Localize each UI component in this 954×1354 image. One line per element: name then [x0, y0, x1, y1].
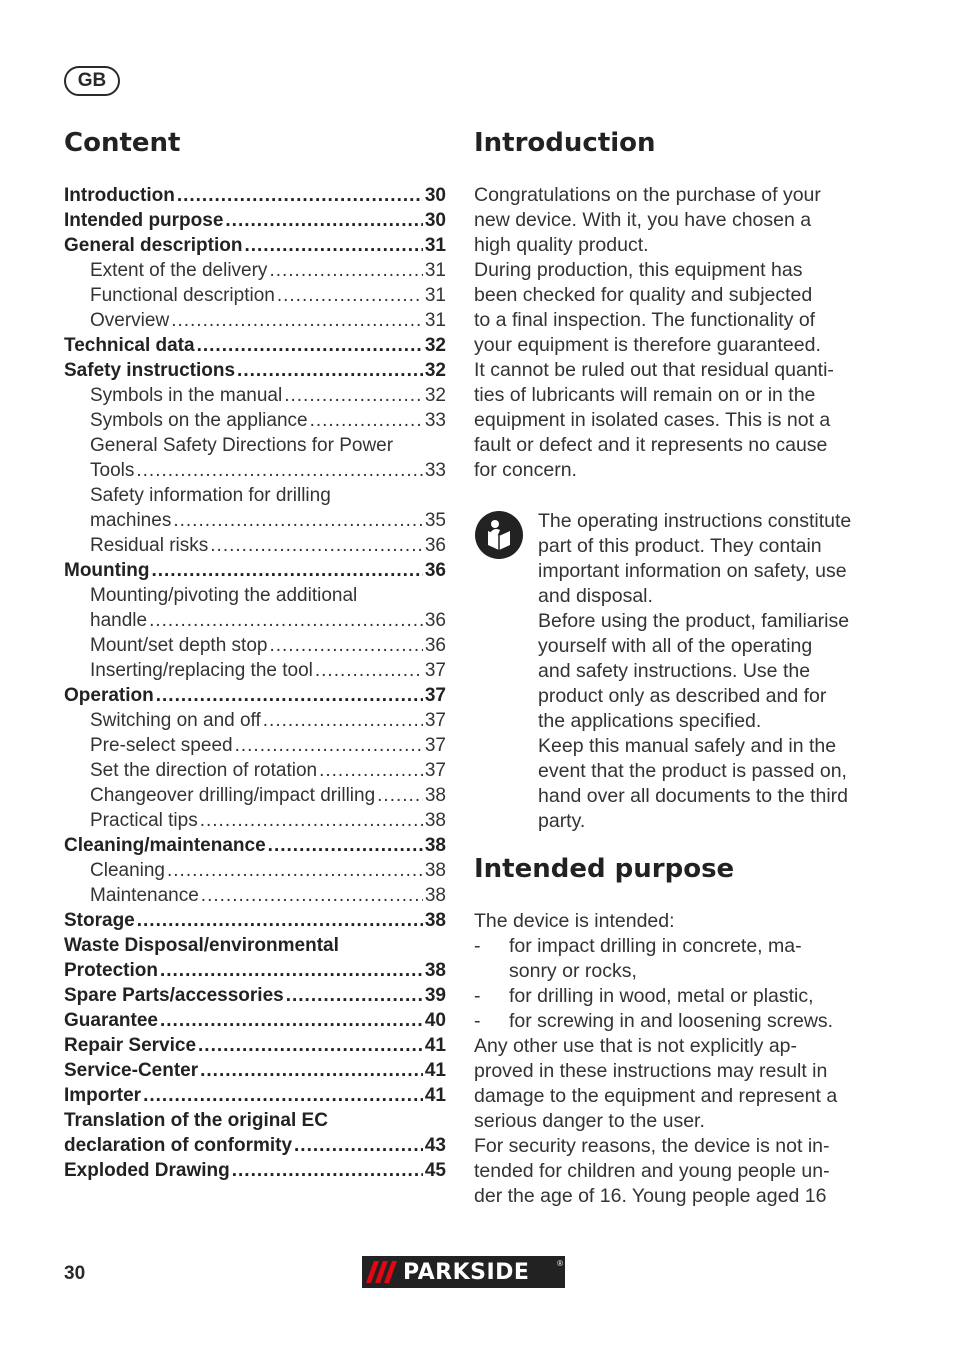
- toc-heading: Content: [64, 128, 181, 158]
- list-item: [474, 934, 854, 984]
- text-line: for concern.: [474, 459, 577, 481]
- toc-entry-page: 31: [424, 260, 446, 281]
- list-dash: -: [474, 985, 481, 1007]
- toc-entry-title: Safety instructions: [64, 360, 236, 381]
- toc-entry-title: Technical data: [64, 335, 195, 356]
- toc-row: [64, 1158, 446, 1183]
- toc-entry-title: Symbols on the appliance: [90, 410, 308, 431]
- toc-row: [64, 283, 446, 308]
- toc-entry-page: 37: [424, 660, 446, 681]
- toc-entry-page: 36: [424, 560, 446, 581]
- toc-entry-page: 36: [424, 535, 446, 556]
- toc-entry-page: 35: [424, 510, 446, 531]
- toc-entry-page: 37: [424, 760, 446, 781]
- toc-row: [64, 383, 446, 408]
- toc-dot-leader: [377, 783, 423, 808]
- toc-entry-page: 32: [424, 335, 446, 356]
- note-line: and disposal.: [538, 585, 653, 607]
- toc-entry-title: Spare Parts/accessories: [64, 985, 284, 1006]
- toc-entry-title: Tools: [90, 460, 135, 481]
- toc-dot-leader: [225, 208, 422, 233]
- note-line: important information on safety, use: [538, 560, 847, 582]
- toc-entry-title: Repair Service: [64, 1035, 197, 1056]
- toc-row: [64, 1008, 446, 1033]
- toc-entry-title: Functional description: [90, 285, 275, 306]
- toc-dot-leader: [269, 258, 422, 283]
- logo-registered-mark: ®: [557, 1259, 563, 1268]
- toc-entry-title: Waste Disposal/environmental: [64, 935, 339, 956]
- note-line: product only as described and for: [538, 685, 827, 707]
- toc-entry-title: Guarantee: [64, 1010, 158, 1031]
- toc-entry-title: handle: [90, 610, 148, 631]
- toc-entry-page: 33: [424, 410, 446, 431]
- toc-row: [64, 1108, 446, 1133]
- toc-entry-title: Mounting: [64, 560, 150, 581]
- text-line: Congratulations on the purchase of your: [474, 184, 821, 206]
- toc-entry-title: Exploded Drawing: [64, 1160, 230, 1181]
- toc-dot-leader: [200, 808, 423, 833]
- toc-entry-title: Extent of the delivery: [90, 260, 268, 281]
- note-line: and safety instructions. Use the: [538, 660, 811, 682]
- toc-row: [64, 533, 446, 558]
- toc-row: [64, 758, 446, 783]
- logo-stripes: [362, 1256, 397, 1288]
- toc-entry-page: 37: [424, 685, 446, 706]
- note-line: part of this product. They contain: [538, 535, 822, 557]
- toc-row: [64, 408, 446, 433]
- toc-dot-leader: [294, 1133, 423, 1158]
- page-number: 30: [64, 1263, 86, 1284]
- toc-dot-leader: [197, 333, 423, 358]
- toc-row: [64, 658, 446, 683]
- toc-entry-title: Switching on and off: [90, 710, 261, 731]
- toc-entry-title: Translation of the original EC: [64, 1110, 328, 1131]
- toc-dot-leader: [200, 1058, 423, 1083]
- note-line: the applications specified.: [538, 710, 762, 732]
- toc-entry-page: 41: [424, 1035, 446, 1056]
- text-line: It cannot be ruled out that residual quanti-: [474, 359, 834, 381]
- list-dash: -: [474, 1010, 481, 1032]
- toc-entry-title: Introduction: [64, 185, 175, 206]
- toc-row: [64, 958, 446, 983]
- toc-row: [64, 1083, 446, 1108]
- toc-entry-page: 30: [424, 185, 446, 206]
- toc-row: [64, 733, 446, 758]
- toc-entry-page: 31: [424, 285, 446, 306]
- toc-entry-title: Cleaning: [90, 860, 165, 881]
- parkside-logo: [362, 1256, 565, 1288]
- toc-dot-leader: [268, 833, 423, 858]
- toc-entry-page: 39: [424, 985, 446, 1006]
- text-line: tended for children and young people un-: [474, 1160, 830, 1182]
- toc-entry-page: 38: [424, 835, 446, 856]
- toc-entry-title: Intended purpose: [64, 210, 224, 231]
- toc-entry-title: Importer: [64, 1085, 142, 1106]
- toc-entry-page: 38: [424, 910, 446, 931]
- toc-entry-page: 38: [424, 960, 446, 981]
- toc-entry-title: Residual risks: [90, 535, 209, 556]
- toc-entry-title: Maintenance: [90, 885, 199, 906]
- toc-row: [64, 458, 446, 483]
- logo-text: PARKSIDE: [403, 1259, 530, 1285]
- toc-row: [64, 333, 446, 358]
- toc-entry-page: 37: [424, 710, 446, 731]
- list-item-text: [509, 934, 802, 984]
- text-line: Any other use that is not explicitly ap-: [474, 1035, 797, 1057]
- text-line: equipment in isolated cases. This is not a: [474, 409, 831, 431]
- text-line: your equipment is therefore guaranteed.: [474, 334, 821, 356]
- toc-dot-leader: [177, 183, 423, 208]
- toc-dot-leader: [232, 1158, 423, 1183]
- intended-purpose-text: [474, 909, 854, 1209]
- toc-row: [64, 508, 446, 533]
- list-item-line: for screwing in and loosening screws.: [509, 1010, 834, 1032]
- text-line: serious danger to the user.: [474, 1110, 705, 1132]
- intended-purpose-heading: Intended purpose: [474, 854, 735, 884]
- toc-entry-page: 38: [424, 785, 446, 806]
- toc-dot-leader: [143, 1083, 423, 1108]
- list-item: [474, 984, 854, 1009]
- toc-entry-title: Set the direction of rotation: [90, 760, 318, 781]
- toc-dot-leader: [149, 608, 423, 633]
- text-line: damage to the equipment and represent a: [474, 1085, 838, 1107]
- list-item-line: sonry or rocks,: [509, 960, 637, 982]
- toc-entry-page: 33: [424, 460, 446, 481]
- toc-entry-title: Changeover drilling/impact drilling: [90, 785, 376, 806]
- toc-dot-leader: [284, 383, 423, 408]
- toc-entry-title: Practical tips: [90, 810, 198, 831]
- toc-dot-leader: [201, 883, 423, 908]
- toc-dot-leader: [235, 733, 423, 758]
- toc-dot-leader: [210, 533, 423, 558]
- intended-intro: The device is intended:: [474, 910, 675, 932]
- toc-entry-title: Inserting/replacing the tool: [90, 660, 313, 681]
- toc-entry-page: 37: [424, 735, 446, 756]
- toc-dot-leader: [319, 758, 423, 783]
- text-line: During production, this equipment has: [474, 259, 803, 281]
- toc-row: [64, 808, 446, 833]
- toc-entry-title: General description: [64, 235, 243, 256]
- read-manual-icon: [475, 511, 523, 559]
- toc-dot-leader: [237, 358, 423, 383]
- toc-dot-leader: [171, 308, 423, 333]
- toc-dot-leader: [310, 408, 423, 433]
- toc-entry-page: 41: [424, 1060, 446, 1081]
- toc-row: [64, 608, 446, 633]
- toc-entry-page: 45: [424, 1160, 446, 1181]
- toc-dot-leader: [167, 858, 423, 883]
- toc-entry-page: 36: [424, 635, 446, 656]
- toc-entry-title: Storage: [64, 910, 135, 931]
- note-line: Keep this manual safely and in the: [538, 735, 837, 757]
- text-line: proved in these instructions may result in: [474, 1060, 828, 1082]
- toc-dot-leader: [269, 633, 422, 658]
- list-item: [474, 1009, 854, 1034]
- toc-entry-title: Protection: [64, 960, 158, 981]
- toc-row: [64, 258, 446, 283]
- toc-entry-title: Cleaning/maintenance: [64, 835, 266, 856]
- toc-row: [64, 1058, 446, 1083]
- toc-entry-page: 31: [424, 235, 446, 256]
- toc-entry-title: machines: [90, 510, 172, 531]
- note-line: event that the product is passed on,: [538, 760, 847, 782]
- toc-row: [64, 933, 446, 958]
- list-item-line: for drilling in wood, metal or plastic,: [509, 985, 814, 1007]
- toc-entry-title: Symbols in the manual: [90, 385, 283, 406]
- toc-dot-leader: [136, 458, 423, 483]
- toc-row: [64, 433, 446, 458]
- toc-entry-page: 43: [424, 1135, 446, 1156]
- toc-dot-leader: [137, 908, 423, 933]
- toc-dot-leader: [315, 658, 423, 683]
- text-line: fault or defect and it represents no cause: [474, 434, 828, 456]
- toc-row: [64, 483, 446, 508]
- text-line: to a final inspection. The functionality of: [474, 309, 816, 331]
- list-item-line: for impact drilling in concrete, ma-: [509, 935, 802, 957]
- toc-entry-page: 38: [424, 810, 446, 831]
- note-line: The operating instructions constitute: [538, 510, 852, 532]
- toc-row: [64, 1133, 446, 1158]
- list-item-text: [509, 1009, 833, 1034]
- toc-row: [64, 183, 446, 208]
- toc-row: [64, 308, 446, 333]
- toc-entry-page: 36: [424, 610, 446, 631]
- toc-entry-page: 30: [424, 210, 446, 231]
- introduction-text: [474, 183, 854, 483]
- text-line: ties of lubricants will remain on or in the: [474, 384, 816, 406]
- language-badge: GB: [64, 66, 120, 96]
- toc-entry-page: 41: [424, 1085, 446, 1106]
- toc-entry-page: 38: [424, 860, 446, 881]
- toc-row: [64, 708, 446, 733]
- text-line: been checked for quality and subjected: [474, 284, 813, 306]
- toc-entry-title: Mount/set depth stop: [90, 635, 268, 656]
- toc-row: [64, 883, 446, 908]
- toc-entry-title: Service-Center: [64, 1060, 199, 1081]
- toc-entry-page: 40: [424, 1010, 446, 1031]
- toc-entry-page: 38: [424, 885, 446, 906]
- text-line: For security reasons, the device is not in-: [474, 1135, 830, 1157]
- toc-row: [64, 208, 446, 233]
- toc-dot-leader: [160, 958, 423, 983]
- toc-dot-leader: [160, 1008, 423, 1033]
- toc-entry-title: Mounting/pivoting the additional: [90, 585, 358, 606]
- text-line: new device. With it, you have chosen a: [474, 209, 812, 231]
- toc-dot-leader: [198, 1033, 423, 1058]
- toc-row: [64, 358, 446, 383]
- toc-row: [64, 783, 446, 808]
- toc-dot-leader: [286, 983, 423, 1008]
- toc-entry-page: 31: [424, 310, 446, 331]
- introduction-heading: Introduction: [474, 128, 656, 158]
- toc-row: [64, 633, 446, 658]
- list-item-text: [509, 984, 814, 1009]
- text-line: high quality product.: [474, 234, 649, 256]
- toc-entry-title: Operation: [64, 685, 154, 706]
- note-line: Before using the product, familiarise: [538, 610, 850, 632]
- toc-dot-leader: [151, 558, 422, 583]
- note-line: party.: [538, 810, 586, 832]
- toc-dot-leader: [244, 233, 422, 258]
- toc-row: [64, 983, 446, 1008]
- toc-row: [64, 833, 446, 858]
- toc-row: [64, 233, 446, 258]
- table-of-contents: [64, 183, 446, 1183]
- toc-dot-leader: [277, 283, 423, 308]
- toc-entry-page: 32: [424, 360, 446, 381]
- toc-row: [64, 858, 446, 883]
- toc-row: [64, 908, 446, 933]
- note-line: hand over all documents to the third: [538, 785, 849, 807]
- manual-note: [538, 509, 868, 834]
- toc-dot-leader: [156, 683, 423, 708]
- toc-row: [64, 558, 446, 583]
- toc-entry-page: 32: [424, 385, 446, 406]
- toc-entry-title: declaration of conformity: [64, 1135, 293, 1156]
- toc-dot-leader: [173, 508, 423, 533]
- toc-entry-title: Safety information for drilling: [90, 485, 331, 506]
- toc-dot-leader: [263, 708, 423, 733]
- note-line: yourself with all of the operating: [538, 635, 813, 657]
- toc-row: [64, 683, 446, 708]
- toc-row: [64, 583, 446, 608]
- text-line: der the age of 16. Young people aged 16: [474, 1185, 827, 1207]
- toc-entry-title: Overview: [90, 310, 170, 331]
- toc-entry-title: Pre-select speed: [90, 735, 233, 756]
- list-dash: -: [474, 935, 481, 957]
- toc-entry-title: General Safety Directions for Power: [90, 435, 394, 456]
- toc-row: [64, 1033, 446, 1058]
